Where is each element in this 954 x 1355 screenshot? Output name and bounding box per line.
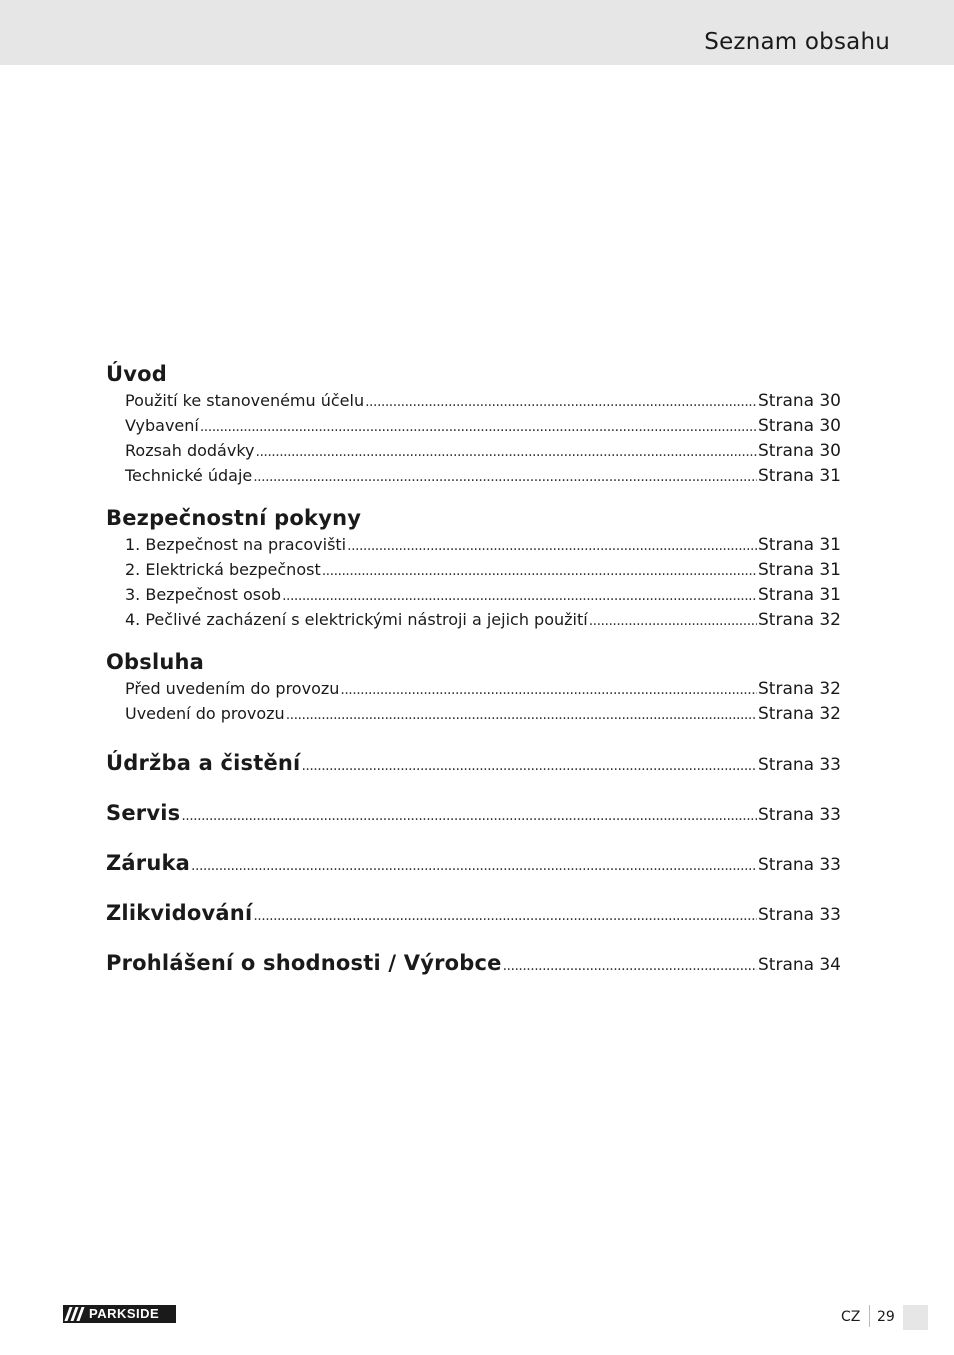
toc-heading-entries <box>106 748 841 978</box>
page-word: Strana <box>758 416 815 436</box>
header-bar <box>0 0 954 65</box>
page-reference <box>758 702 841 727</box>
page-number: 32 <box>819 610 841 630</box>
page-word: Strana <box>758 905 815 925</box>
page-number: 31 <box>819 560 841 580</box>
toc-entry[interactable] <box>106 438 841 463</box>
page-number: 33 <box>819 905 841 925</box>
page-reference <box>758 800 841 830</box>
toc-entry[interactable] <box>106 582 841 607</box>
toc-section-uvod <box>106 360 841 488</box>
page-reference <box>758 533 841 558</box>
section-heading: Obsluha <box>106 650 205 674</box>
leader-dots <box>200 415 757 440</box>
toc-entry[interactable] <box>106 388 841 413</box>
leader-dots <box>340 678 757 703</box>
page-word: Strana <box>758 391 815 411</box>
leader-dots <box>191 851 757 881</box>
entry-label: 4. Pečlivé zacházení s elektrickými nástroji a jejich použití <box>125 610 588 629</box>
toc-entry[interactable] <box>106 463 841 488</box>
page-number: 33 <box>819 805 841 825</box>
entry-label: Servis <box>106 801 181 825</box>
leader-dots <box>365 390 757 415</box>
page-number: 31 <box>819 466 841 486</box>
page-word: Strana <box>758 466 815 486</box>
page-reference <box>758 583 841 608</box>
leader-dots <box>286 703 757 728</box>
page-reference <box>758 439 841 464</box>
page-word: Strana <box>758 585 815 605</box>
logo-text: PARKSIDE <box>89 1306 160 1321</box>
leader-dots <box>322 559 757 584</box>
page-word: Strana <box>758 441 815 461</box>
leader-dots <box>347 534 757 559</box>
toc-section-bezpecnostni-pokyny <box>106 504 841 632</box>
entry-label: 3. Bezpečnost osob <box>125 585 282 604</box>
page-word: Strana <box>758 560 815 580</box>
entry-label: Technické údaje <box>125 466 253 485</box>
entry-label: Údržba a čistění <box>106 751 301 775</box>
entry-label: 2. Elektrická bezpečnost <box>125 560 321 579</box>
table-of-contents <box>106 360 841 978</box>
footer-tab <box>903 1305 928 1330</box>
entry-label: Před uvedením do provozu <box>125 679 340 698</box>
language-code: CZ <box>841 1309 861 1325</box>
page-number: 30 <box>819 391 841 411</box>
page-reference <box>758 414 841 439</box>
toc-section-obsluha <box>106 648 841 726</box>
page-word: Strana <box>758 679 815 699</box>
entry-label: Použití ke stanovenému účelu <box>125 391 365 410</box>
page-number: 33 <box>819 855 841 875</box>
page-number: 30 <box>819 416 841 436</box>
page-word: Strana <box>758 704 815 724</box>
entry-label: Vybavení <box>125 416 199 435</box>
footer-divider <box>869 1305 870 1327</box>
page-reference <box>758 750 841 780</box>
leader-dots <box>181 801 757 831</box>
page-word: Strana <box>758 805 815 825</box>
page-number: 34 <box>819 955 841 975</box>
leader-dots <box>253 465 757 490</box>
page-reference <box>758 558 841 583</box>
page-word: Strana <box>758 755 815 775</box>
page-number: 31 <box>819 585 841 605</box>
page-title: Seznam obsahu <box>704 29 890 55</box>
entry-label: Zlikvidování <box>106 901 253 925</box>
leader-dots <box>301 751 757 781</box>
brand-logo <box>63 1305 176 1323</box>
leader-dots <box>282 584 757 609</box>
section-heading: Úvod <box>106 362 168 386</box>
toc-heading-entry[interactable] <box>106 748 841 778</box>
leader-dots <box>256 440 758 465</box>
entry-label: Záruka <box>106 851 191 875</box>
page-number: 32 <box>819 704 841 724</box>
section-heading: Bezpečnostní pokyny <box>106 506 362 530</box>
entry-label: 1. Bezpečnost na pracovišti <box>125 535 347 554</box>
toc-entry[interactable] <box>106 413 841 438</box>
entry-label: Prohlášení o shodnosti / Výrobce <box>106 951 502 975</box>
toc-entry[interactable] <box>106 676 841 701</box>
toc-entry[interactable] <box>106 701 841 726</box>
page-reference <box>758 850 841 880</box>
toc-heading-entry[interactable] <box>106 798 841 828</box>
toc-heading-entry[interactable] <box>106 848 841 878</box>
page-number: 32 <box>819 679 841 699</box>
logo-stripes-icon <box>67 1307 87 1321</box>
page-reference <box>758 464 841 489</box>
entry-label: Uvedení do provozu <box>125 704 285 723</box>
toc-entry[interactable] <box>106 557 841 582</box>
toc-heading-entry[interactable] <box>106 948 841 978</box>
page-word: Strana <box>758 535 815 555</box>
page-reference <box>758 677 841 702</box>
page-word: Strana <box>758 855 815 875</box>
page-number-footer: 29 <box>877 1309 895 1325</box>
page-number: 30 <box>819 441 841 461</box>
page-word: Strana <box>758 610 815 630</box>
page-reference <box>758 608 841 633</box>
leader-dots <box>503 951 757 981</box>
entry-label: Rozsah dodávky <box>125 441 255 460</box>
page-reference <box>758 900 841 930</box>
toc-entry[interactable] <box>106 607 841 632</box>
page-number: 33 <box>819 755 841 775</box>
toc-heading-entry[interactable] <box>106 898 841 928</box>
page-word: Strana <box>758 955 815 975</box>
leader-dots <box>589 609 757 634</box>
leader-dots <box>253 901 757 931</box>
page-reference <box>758 389 841 414</box>
page-reference <box>758 950 841 980</box>
page-number: 31 <box>819 535 841 555</box>
toc-entry[interactable] <box>106 532 841 557</box>
